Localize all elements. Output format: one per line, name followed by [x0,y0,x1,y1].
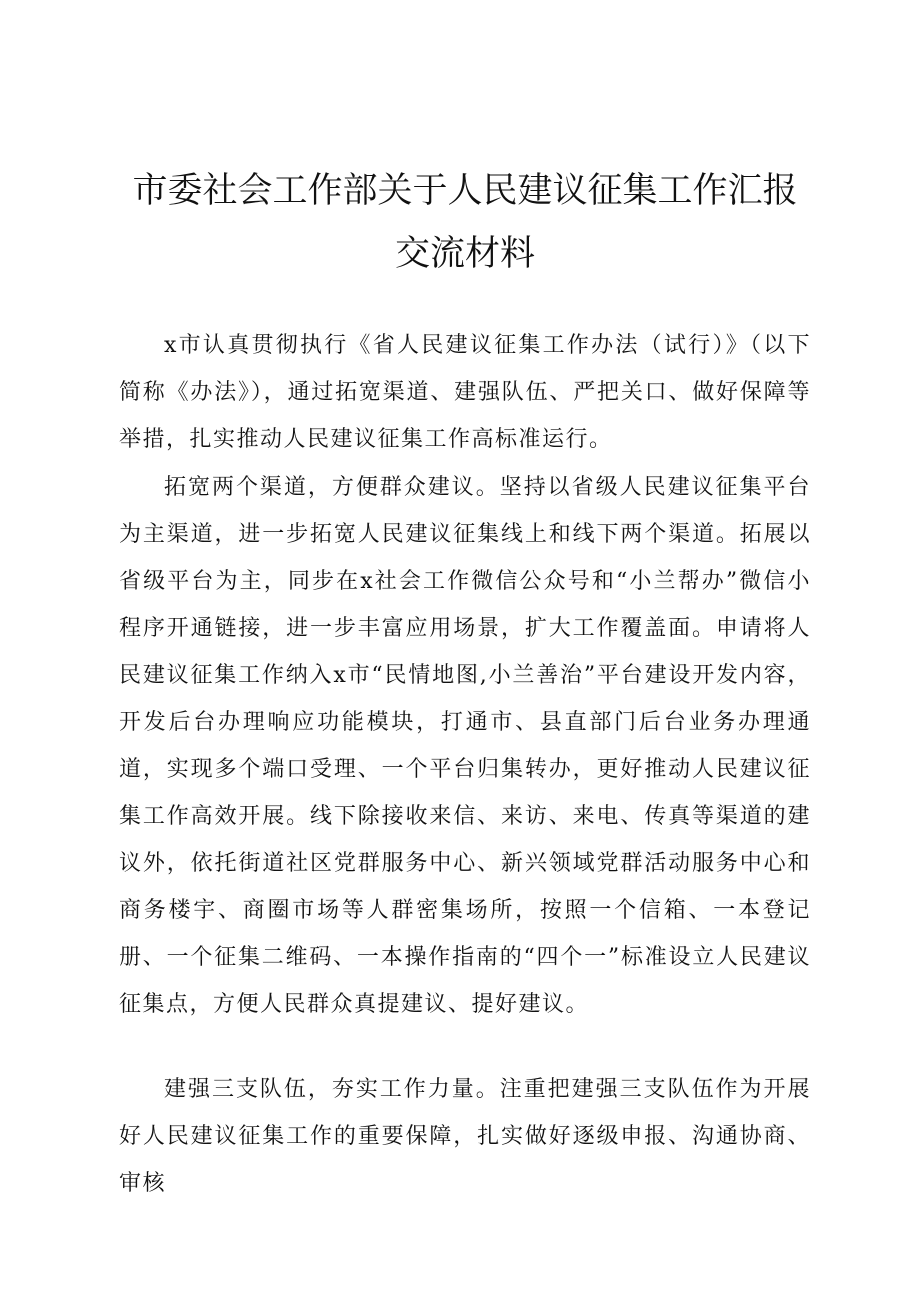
paragraph-teams: 建强三支队伍，夯实工作力量。注重把建强三支队伍作为开展好人民建议征集工作的重要保障，扎实做好逐级申报、沟通协商、审核 [119,1077,811,1196]
document-title: 市委社会工作部关于人民建议征集工作汇报交流材料 [132,171,798,274]
paragraph-channels: 拓宽两个渠道，方便群众建议。坚持以省级人民建议征集平台为主渠道，进一步拓宽人民建议征集线上和线下两个渠道。拓展以省级平台为主，同步在x社会工作微信公众号和“小兰帮办”微信小程序开通链接，进一步丰富应用场景，扩大工作覆盖面。申请将人民建议征集工作纳入x市“民情地图,小兰善治”平台建设开发内容，开发后台办理响应功能模块，打通市、县直部门后台业务办理通道，实现多个端口受理、一个平台归集转办，更好推动人民建议征集工作高效开展。线下除接收来信、来访、来电、传真等渠道的建议外，依托街道社区党群服务中心、新兴领域党群活动服务中心和商务楼宇、商圈市场等人群密集场所，按照一个信箱、一本登记册、一个征集二维码、一本操作指南的“四个一”标准设立人民建议征集点，方便人民群众真提建议、提好建议。 [119,475,811,1017]
paragraph-intro: x市认真贯彻执行《省人民建议征集工作办法（试行）》（以下简称《办法》），通过拓宽渠道、建强队伍、严把关口、做好保障等举措，扎实推动人民建议征集工作高标准运行。 [119,333,811,452]
